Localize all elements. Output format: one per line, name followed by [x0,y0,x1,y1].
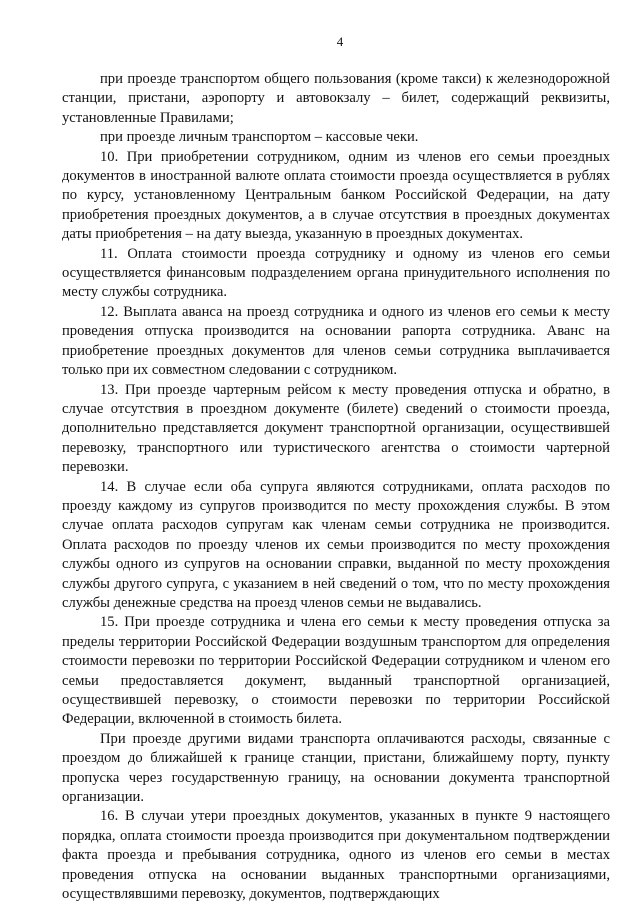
paragraph-14: 14. В случае если оба супруга являются сотрудниками, оплата расходов по проезду каждому из супругов производится по месту прохождения службы. В этом случае оплата расходов супругам как членам семьи сотрудника не производится. Оплата расходов по проезду членов их семьи производится по месту прохождения службы одного из супругов на основании справки, выданной по месту прохождения службы другого супруга, с указанием в ней сведений о том, что по месту прохождения службы денежные средства на проезд членов семьи не выдавались. [62,478,610,611]
paragraph-15: 15. При проезде сотрудника и члена его семьи к месту проведения отпуска за пределы территории Российской Федерации воздушным транспортом для определения стоимости перевозки по территории Российской Федерации сотрудником и членом его семьи предоставляется документ, выданный транспортной организацией, осуществившей перевозку, о стоимости перевозки по территории Российской Федерации, включенной в стоимость билета. [62,614,610,728]
paragraph-15-other-transport: При проезде другими видами транспорта оплачиваются расходы, связанные с проездом до ближайшей к границе станции, пристани, ближайшему порту, пункту пропуска через государственную границу, на основании документа транспортной организации. [62,730,610,806]
paragraph-13: 13. При проезде чартерным рейсом к месту проведения отпуска и обратно, в случае отсутствия в проездном документе (билете) сведений о стоимости проезда, дополнительно представляется документ транспортной организации, осуществившей перевозку, транспортного или туристического агентства о стоимости чартерной перевозки. [62,381,610,476]
paragraph-12: 12. Выплата аванса на проезд сотрудника и одного из членов его семьи к месту проведения отпуска производится на основании рапорта сотрудника. Аванс на приобретение проездных документов для членов семьи сотрудника выплачивается только при их совместном следовании с сотрудником. [62,303,610,379]
paragraph-10: 10. При приобретении сотрудником, одним из членов его семьи проездных документов в иностранной валюте оплата стоимости проезда осуществляется в рублях по курсу, установленному Центральным банком Российской Федерации, на дату приобретения проездных документов, а в случае отсутствия в проездных документах даты приобретения – на дату выезда, указанную в проездных документах. [62,148,610,243]
page-number: 4 [336,34,344,49]
document-body [62,70,610,904]
paragraph-fare-personal-transport: при проезде личным транспортом – кассовые чеки. [100,129,419,146]
paragraph-16: 16. В случаи утери проездных документов, указанных в пункте 9 настоящего порядка, оплата стоимости проезда производится при документальном подтверждении факта проезда и пребывания сотрудника, одного из членов его семьи в местах проведения отпуска на основании выданных транспортными организациями, осуществлявшими перевозку, документов, подтверждающих [62,808,610,903]
paragraph-11: 11. Оплата стоимости проезда сотруднику и одному из членов его семьи осуществляется финансовым подразделением органа принудительного исполнения по месту службы сотрудника. [62,245,610,301]
paragraph-fare-public-transport: при проезде транспортом общего пользования (кроме такси) к железнодорожной станции, пристани, аэропорту и автовокзалу – билет, содержащий реквизиты, установленные Правилами; [62,71,610,126]
